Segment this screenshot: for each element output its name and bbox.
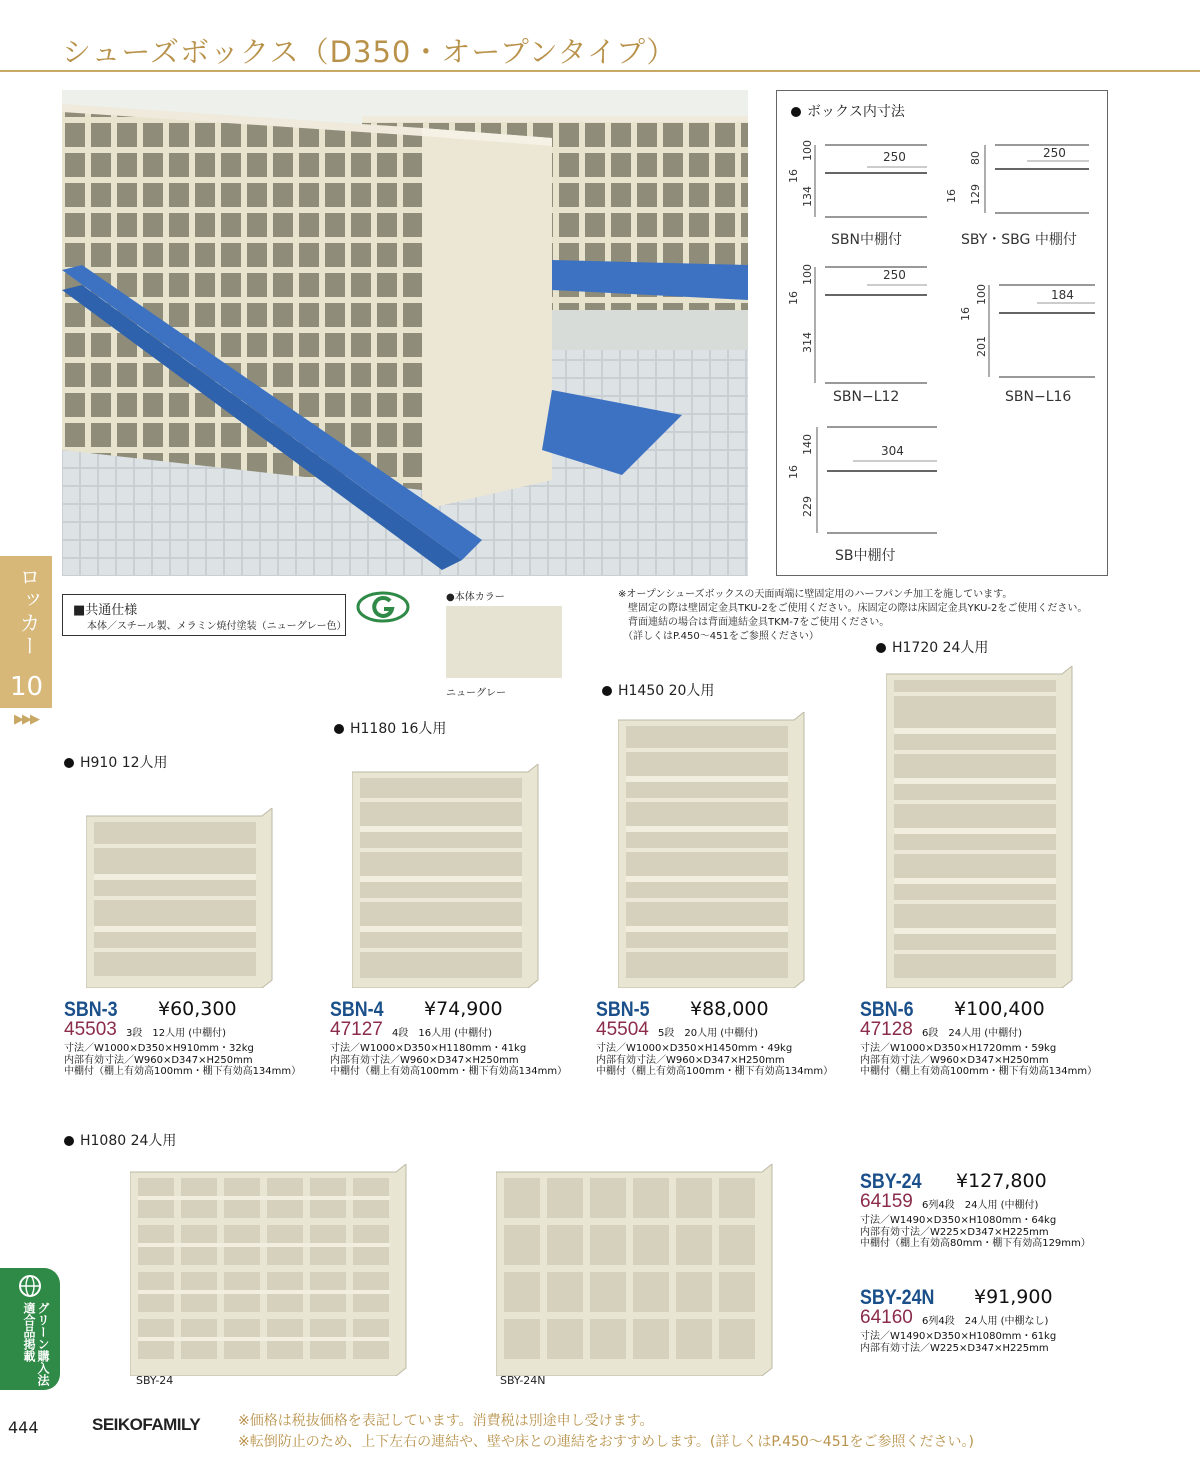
body-color-name: ニューグレー bbox=[446, 688, 506, 699]
info-sby-24n: 6列4段 24人用 (中棚なし) bbox=[922, 1316, 1049, 1327]
body-color-swatch bbox=[446, 606, 562, 678]
dim-sb-lower: 229 bbox=[801, 496, 814, 517]
dim-sb-shelf: 16 bbox=[787, 465, 800, 479]
green-purchase-label: グリーン購入法適合品掲載 bbox=[22, 1302, 50, 1386]
brand-logo: SEIKOFAMILY bbox=[92, 1415, 201, 1434]
diagram-sb bbox=[787, 419, 947, 543]
cabinet-sbn-5 bbox=[618, 712, 808, 992]
caption-sby-24n: SBY-24N bbox=[500, 1374, 546, 1387]
dim-l16-shelf: 16 bbox=[959, 307, 972, 321]
mounting-notes bbox=[618, 588, 1087, 644]
diagram-label-sbn: SBN中棚付 bbox=[831, 232, 902, 248]
note-line: 背面連結の場合は背面連結金具TKM-7をご使用ください。 bbox=[618, 617, 890, 628]
product-name-sbn-4: SBN-4 bbox=[330, 998, 384, 1021]
footer-note-price: ※価格は税抜価格を表記しています。消費税は別途申し受けます。 bbox=[238, 1413, 654, 1429]
specs-sbn-5: 寸法／W1000×D350×H1450mm・49kg 内部有効寸法／W960×D347×H250mm 中棚付（棚上有効高100mm・棚下有効高134mm） bbox=[596, 1043, 834, 1077]
product-name-sby-24: SBY-24 bbox=[860, 1170, 922, 1193]
product-name-sby-24n: SBY-24N bbox=[860, 1286, 935, 1309]
dim-sby-shelf: 16 bbox=[945, 189, 958, 203]
dim-l12-shelf: 16 bbox=[787, 291, 800, 305]
section-h1180: H1180 16人用 bbox=[334, 718, 446, 738]
body-color-heading: ●本体カラー bbox=[446, 592, 505, 603]
info-sbn-5: 5段 20人用 (中棚付) bbox=[658, 1028, 759, 1039]
green-purchase-tab bbox=[0, 1268, 60, 1390]
dim-sbn-width: 250 bbox=[883, 150, 906, 164]
dim-l16-width: 184 bbox=[1051, 288, 1074, 302]
section-h1720: H1720 24人用 bbox=[876, 637, 988, 657]
product-name-sbn-6: SBN-6 bbox=[860, 998, 914, 1021]
diagram-label-sbn-l16: SBN−L16 bbox=[1005, 389, 1072, 405]
title-rule bbox=[0, 70, 1200, 72]
diagram-label-sby-sbg: SBY・SBG 中棚付 bbox=[961, 232, 1077, 248]
cabinet-sby-24n bbox=[496, 1164, 776, 1380]
cabinet-sby-24 bbox=[130, 1164, 410, 1380]
dim-sb-width: 304 bbox=[881, 444, 904, 458]
dim-sbn-shelf: 16 bbox=[787, 169, 800, 183]
diagram-sbn-l16 bbox=[949, 275, 1099, 389]
specs-sbn-3: 寸法／W1000×D350×H910mm・32kg 内部有効寸法／W960×D347×H250mm 中棚付（棚上有効高100mm・棚下有効高134mm） bbox=[64, 1043, 302, 1077]
page-number: 444 bbox=[8, 1418, 39, 1437]
info-sbn-6: 6段 24人用 (中棚付) bbox=[922, 1028, 1023, 1039]
common-spec-title: ■共通仕様 bbox=[73, 603, 138, 618]
info-sby-24: 6列4段 24人用 (中棚付) bbox=[922, 1200, 1039, 1211]
common-spec-body: 本体／スチール製、メラミン焼付塗装（ニューグレー色） bbox=[87, 621, 347, 632]
diagram-sby-sbg bbox=[939, 131, 1099, 225]
price-sbn-3: ¥60,300 bbox=[158, 998, 237, 1020]
code-sbn-5: 45504 bbox=[596, 1019, 649, 1040]
category-label: ロッカー bbox=[17, 566, 41, 658]
green-mark-icon bbox=[356, 591, 410, 627]
dim-l12-lower: 314 bbox=[801, 332, 814, 353]
dim-sby-lower: 129 bbox=[969, 184, 982, 205]
section-h910: H910 12人用 bbox=[64, 752, 168, 772]
code-sby-24n: 64160 bbox=[860, 1307, 913, 1328]
code-sby-24: 64159 bbox=[860, 1191, 913, 1212]
dim-l16-upper: 100 bbox=[975, 284, 988, 305]
price-sby-24: ¥127,800 bbox=[956, 1170, 1047, 1192]
category-tab[interactable] bbox=[0, 556, 52, 708]
section-h1080: H1080 24人用 bbox=[64, 1130, 176, 1150]
price-sbn-6: ¥100,400 bbox=[954, 998, 1045, 1020]
section-h1450: H1450 20人用 bbox=[602, 680, 714, 700]
info-sbn-3: 3段 12人用 (中棚付) bbox=[126, 1028, 227, 1039]
specs-sby-24: 寸法／W1490×D350×H1080mm・64kg 内部有効寸法／W225×D347×H225mm 中棚付（棚上有効高80mm・棚下有効高129mm） bbox=[860, 1215, 1091, 1249]
dim-l12-width: 250 bbox=[883, 268, 906, 282]
product-name-sbn-5: SBN-5 bbox=[596, 998, 650, 1021]
note-line: 壁固定の際は壁固定金具TKU-2をご使用ください。床固定の際は床固定金具YKU-2をご使用ください。 bbox=[618, 603, 1088, 614]
diagram-label-sbn-l12: SBN−L12 bbox=[833, 389, 900, 405]
note-line: ※オープンシューズボックスの天面両端に壁固定用のハーフパンチ加工を施しています。 bbox=[618, 589, 1013, 600]
next-arrows-icon: ▶▶▶ bbox=[14, 712, 38, 727]
cabinet-sbn-3 bbox=[86, 808, 276, 992]
diagram-sbn-l12 bbox=[787, 257, 937, 391]
dimension-heading: ボックス内寸法 bbox=[791, 101, 905, 121]
note-line: （詳しくはP.450～451をご参照ください） bbox=[618, 631, 819, 642]
category-number: 10 bbox=[10, 672, 44, 702]
info-sbn-4: 4段 16人用 (中棚付) bbox=[392, 1028, 493, 1039]
common-spec-box bbox=[62, 594, 346, 636]
caption-sby-24: SBY-24 bbox=[136, 1374, 174, 1387]
green-globe-icon bbox=[18, 1274, 42, 1302]
product-photo bbox=[62, 90, 748, 576]
dim-sby-upper: 80 bbox=[969, 151, 982, 165]
box-dimension-panel bbox=[776, 90, 1108, 576]
specs-sbn-4: 寸法／W1000×D350×H1180mm・41kg 内部有効寸法／W960×D347×H250mm 中棚付（棚上有効高100mm・棚下有効高134mm） bbox=[330, 1043, 568, 1077]
dim-sby-width: 250 bbox=[1043, 146, 1066, 160]
price-sbn-5: ¥88,000 bbox=[690, 998, 769, 1020]
page-title: シューズボックス（D350・オープンタイプ） bbox=[62, 35, 677, 69]
cabinet-sbn-4 bbox=[352, 764, 542, 992]
product-name-sbn-3: SBN-3 bbox=[64, 998, 118, 1021]
price-sbn-4: ¥74,900 bbox=[424, 998, 503, 1020]
dim-sbn-lower: 134 bbox=[801, 186, 814, 207]
specs-sbn-6: 寸法／W1000×D350×H1720mm・59kg 内部有効寸法／W960×D347×H250mm 中棚付（棚上有効高100mm・棚下有効高134mm） bbox=[860, 1043, 1098, 1077]
dim-l16-lower: 201 bbox=[975, 336, 988, 357]
specs-sby-24n: 寸法／W1490×D350×H1080mm・61kg 内部有効寸法／W225×D347×H225mm bbox=[860, 1331, 1057, 1354]
footer-note-safety: ※転倒防止のため、上下左右の連結や、壁や床との連結をおすすめします。(詳しくはP.450～451をご参照ください。) bbox=[238, 1434, 974, 1450]
cabinet-sbn-6 bbox=[886, 666, 1076, 992]
code-sbn-3: 45503 bbox=[64, 1019, 117, 1040]
dim-sb-upper: 140 bbox=[801, 434, 814, 455]
code-sbn-4: 47127 bbox=[330, 1019, 383, 1040]
diagram-sbn bbox=[787, 131, 937, 225]
price-sby-24n: ¥91,900 bbox=[974, 1286, 1053, 1308]
diagram-label-sb: SB中棚付 bbox=[835, 548, 896, 564]
code-sbn-6: 47128 bbox=[860, 1019, 913, 1040]
dim-l12-upper: 100 bbox=[801, 264, 814, 285]
dim-sbn-upper: 100 bbox=[801, 140, 814, 161]
